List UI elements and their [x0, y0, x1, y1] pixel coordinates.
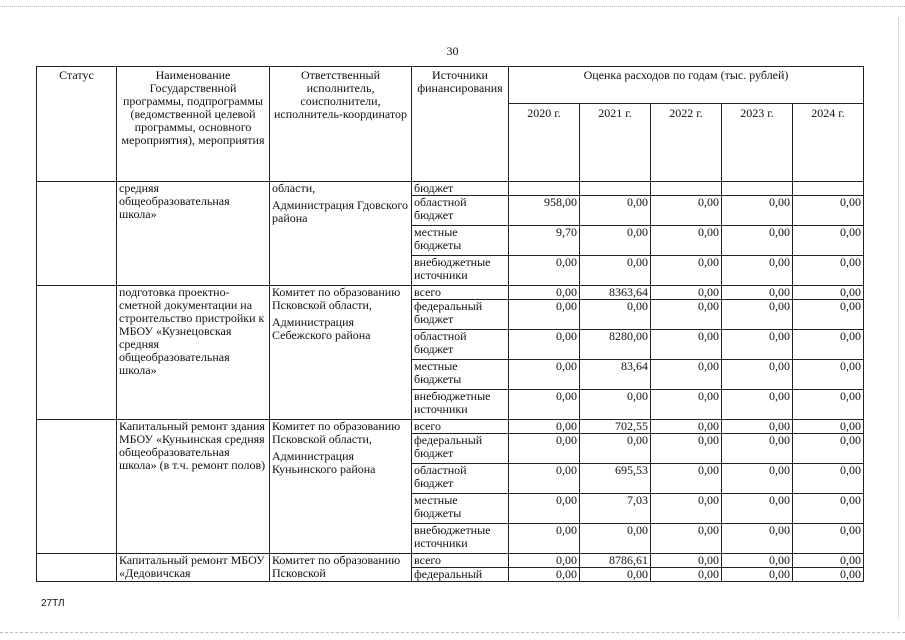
funding-source-cell: внебюджетные источники: [412, 390, 509, 420]
amount-cell: 7,03: [580, 494, 651, 524]
amount-cell: 0,00: [651, 196, 722, 226]
amount-cell: 0,00: [509, 420, 580, 434]
amount-cell: 0,00: [722, 434, 793, 464]
amount-cell: [509, 182, 580, 196]
activity-name-cell: Капитальный ремонт здания МБОУ «Куньинская средняя общеобразовательная школа» (в т.ч. ремонт полов): [117, 420, 270, 554]
amount-cell: 0,00: [509, 330, 580, 360]
funding-source-cell: всего: [412, 420, 509, 434]
scan-edge-right: [898, 18, 899, 618]
amount-cell: 0,00: [793, 390, 864, 420]
amount-cell: [722, 182, 793, 196]
funding-source-cell: областной бюджет: [412, 464, 509, 494]
responsible-line: Комитет по образованию Псковской: [272, 553, 401, 580]
amount-cell: 958,00: [509, 196, 580, 226]
amount-cell: 0,00: [651, 226, 722, 256]
amount-cell: 0,00: [580, 300, 651, 330]
status-cell: [37, 286, 117, 420]
scan-edge-top: [0, 6, 905, 7]
responsible-cell: [270, 182, 412, 286]
funding-source-cell: областной бюджет: [412, 330, 509, 360]
amount-cell: 0,00: [793, 256, 864, 286]
amount-cell: 0,00: [580, 524, 651, 554]
funding-source-cell: внебюджетные источники: [412, 256, 509, 286]
amount-cell: 8363,64: [580, 286, 651, 300]
amount-cell: 0,00: [509, 434, 580, 464]
status-cell: [37, 420, 117, 554]
amount-cell: 0,00: [651, 420, 722, 434]
funding-source-cell: федеральный: [412, 568, 509, 582]
amount-cell: 83,64: [580, 360, 651, 390]
amount-cell: 0,00: [580, 390, 651, 420]
amount-cell: 0,00: [793, 494, 864, 524]
amount-cell: 0,00: [651, 494, 722, 524]
responsible-cell: [270, 554, 412, 582]
amount-cell: 0,00: [722, 196, 793, 226]
amount-cell: [651, 182, 722, 196]
amount-cell: 0,00: [580, 568, 651, 582]
header-year: 2020 г.: [509, 104, 580, 182]
header-year: 2022 г.: [651, 104, 722, 182]
amount-cell: 0,00: [509, 568, 580, 582]
table-row: [37, 554, 864, 568]
scan-edge-bottom: [0, 632, 905, 633]
amount-cell: 0,00: [509, 464, 580, 494]
responsible-line: области,: [272, 181, 316, 195]
amount-cell: 0,00: [793, 524, 864, 554]
funding-source-cell: всего: [412, 554, 509, 568]
header-row: [37, 67, 864, 104]
responsible-cell: [270, 420, 412, 554]
status-cell: [37, 554, 117, 582]
status-cell: [37, 182, 117, 286]
expenditure-table: [36, 66, 864, 582]
amount-cell: 0,00: [651, 390, 722, 420]
amount-cell: 0,00: [722, 226, 793, 256]
amount-cell: 0,00: [580, 256, 651, 286]
amount-cell: 0,00: [793, 300, 864, 330]
funding-source-cell: местные бюджеты: [412, 494, 509, 524]
responsible-cell: [270, 286, 412, 420]
responsible-line: Комитет по образованию Псковской области,: [272, 419, 401, 446]
responsible-line: Комитет по образованию Псковской области,: [272, 285, 401, 312]
amount-cell: 0,00: [509, 494, 580, 524]
amount-cell: 0,00: [722, 286, 793, 300]
funding-source-cell: областной бюджет: [412, 196, 509, 226]
amount-cell: 0,00: [793, 420, 864, 434]
amount-cell: 695,53: [580, 464, 651, 494]
amount-cell: 8280,00: [580, 330, 651, 360]
responsible-line: Администрация Себежского района: [272, 315, 371, 342]
amount-cell: 0,00: [722, 494, 793, 524]
amount-cell: 0,00: [651, 300, 722, 330]
amount-cell: 0,00: [580, 226, 651, 256]
amount-cell: 0,00: [793, 554, 864, 568]
amount-cell: 0,00: [722, 420, 793, 434]
activity-name-cell: средняя общеобразовательная школа»: [117, 182, 270, 286]
table-body: [37, 182, 864, 582]
amount-cell: 0,00: [793, 330, 864, 360]
amount-cell: 0,00: [793, 226, 864, 256]
header-year: 2021 г.: [580, 104, 651, 182]
amount-cell: 0,00: [722, 390, 793, 420]
amount-cell: 0,00: [793, 568, 864, 582]
amount-cell: 0,00: [722, 300, 793, 330]
header-estimate: Оценка расходов по годам (тыс. рублей): [509, 67, 864, 104]
table-row: [37, 286, 864, 300]
header-sources: Источники финансирования: [412, 67, 509, 182]
amount-cell: 0,00: [651, 360, 722, 390]
amount-cell: 0,00: [722, 330, 793, 360]
amount-cell: 0,00: [651, 524, 722, 554]
amount-cell: 0,00: [793, 360, 864, 390]
header-responsible: Ответственный исполнитель, соисполнители, исполнитель-координатор: [270, 67, 412, 182]
amount-cell: 0,00: [722, 554, 793, 568]
responsible-line: Администрация Куньинского района: [272, 449, 376, 476]
header-status: Статус: [37, 67, 117, 182]
amount-cell: 0,00: [509, 360, 580, 390]
amount-cell: 0,00: [651, 330, 722, 360]
footer-code: 27ТЛ: [41, 598, 65, 609]
amount-cell: 8786,61: [580, 554, 651, 568]
funding-source-cell: федеральный бюджет: [412, 434, 509, 464]
table-row: [37, 182, 864, 196]
amount-cell: 0,00: [651, 554, 722, 568]
amount-cell: 0,00: [722, 524, 793, 554]
amount-cell: 0,00: [722, 464, 793, 494]
amount-cell: 0,00: [509, 300, 580, 330]
table-row: [37, 420, 864, 434]
amount-cell: 0,00: [580, 196, 651, 226]
amount-cell: 0,00: [509, 554, 580, 568]
amount-cell: 0,00: [793, 434, 864, 464]
amount-cell: 0,00: [580, 434, 651, 464]
amount-cell: 0,00: [722, 568, 793, 582]
amount-cell: 0,00: [793, 464, 864, 494]
amount-cell: 0,00: [651, 286, 722, 300]
amount-cell: 0,00: [651, 434, 722, 464]
amount-cell: 0,00: [722, 256, 793, 286]
funding-source-cell: всего: [412, 286, 509, 300]
amount-cell: 0,00: [722, 360, 793, 390]
header-year: 2023 г.: [722, 104, 793, 182]
funding-source-cell: местные бюджеты: [412, 360, 509, 390]
amount-cell: [580, 182, 651, 196]
amount-cell: 0,00: [509, 524, 580, 554]
amount-cell: [793, 182, 864, 196]
amount-cell: 702,55: [580, 420, 651, 434]
responsible-line: Администрация Гдовского района: [272, 198, 408, 225]
page-number: 30: [446, 44, 459, 58]
activity-name-cell: подготовка проектно-сметной документации на строительство пристройки к МБОУ «Кузнецовская средняя общеобразовательная школа»: [117, 286, 270, 420]
funding-source-cell: бюджет: [412, 182, 509, 196]
funding-source-cell: федеральный бюджет: [412, 300, 509, 330]
header-name: Наименование Государственной программы, подпрограммы (ведомственной целевой программы, основного мероприятия), мероприятия: [117, 67, 270, 182]
header-year: 2024 г.: [793, 104, 864, 182]
amount-cell: 9,70: [509, 226, 580, 256]
amount-cell: 0,00: [651, 464, 722, 494]
amount-cell: 0,00: [509, 256, 580, 286]
amount-cell: 0,00: [651, 568, 722, 582]
funding-source-cell: внебюджетные источники: [412, 524, 509, 554]
amount-cell: 0,00: [793, 196, 864, 226]
amount-cell: 0,00: [651, 256, 722, 286]
amount-cell: 0,00: [793, 286, 864, 300]
funding-source-cell: местные бюджеты: [412, 226, 509, 256]
amount-cell: 0,00: [509, 286, 580, 300]
activity-name-cell: Капитальный ремонт МБОУ «Дедовичская: [117, 554, 270, 582]
amount-cell: 0,00: [509, 390, 580, 420]
